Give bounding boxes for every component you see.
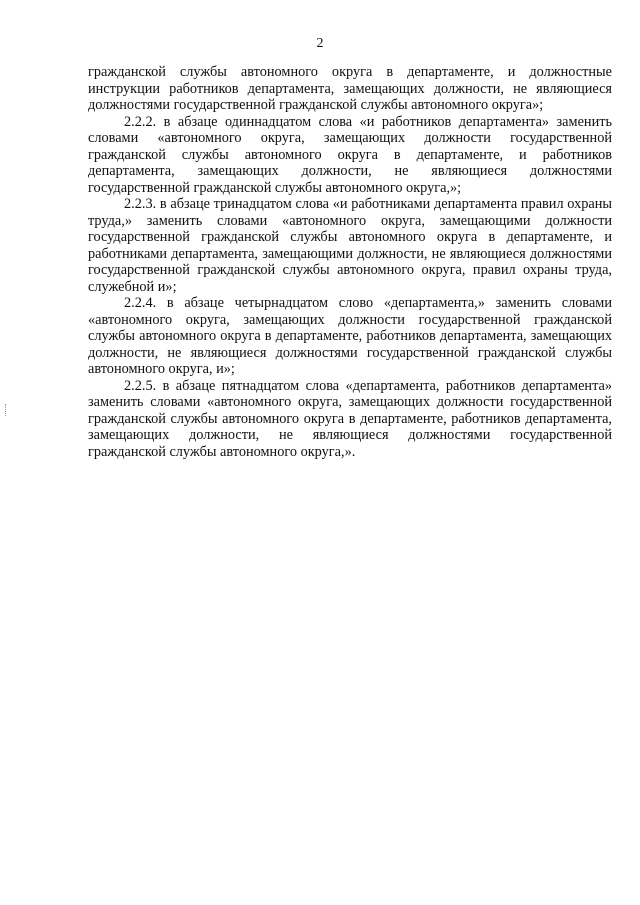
margin-scan-mark [5, 404, 8, 416]
page-number: 2 [316, 36, 324, 51]
paragraph-2-2-4: 2.2.4. в абзаце четырнадцатом слово «департамента,» заменить словами «автономного округа, замещающих должности государственной гражданской службы автономного округа в департаменте, работников департамента, замещающих должности, не являющиеся должностями государственной гражданской службы автономного округа, и»; [88, 295, 612, 377]
paragraph-2-2-2: 2.2.2. в абзаце одиннадцатом слова «и работников департамента» заменить словами «автономного округа, замещающих должности государственной гражданской службы автономного округа в департаменте, и работников департамента, замещающих должности, не являющиеся должностями государственной гражданской службы автономного округа,»; [88, 113, 612, 196]
paragraph-2-2-5: 2.2.5. в абзаце пятнадцатом слова «департамента, работников департамента» заменить словами «автономного округа, замещающих должности государственной гражданской службы автономного округа в департаменте, работников департамента, замещающих должности, не являющиеся должностями государственной гражданской службы автономного округа,». [88, 377, 612, 460]
paragraph-2-2-3: 2.2.3. в абзаце тринадцатом слова «и работниками департамента правил охраны труда,» заменить словами «автономного округа, замещающими должности государственной гражданской службы автономного округа в департаменте, и работниками департамента, замещающими должности, не являющиеся должностями государственной гражданской службы автономного округа, правил охраны труда, служебной и»; [88, 196, 612, 295]
document-body [88, 64, 612, 460]
paragraph-continuation: гражданской службы автономного округа в департаменте, и должностные инструкции работников департамента, замещающих должности, не являющиеся должностями государственной гражданской службы автономного округа»; [88, 64, 612, 113]
